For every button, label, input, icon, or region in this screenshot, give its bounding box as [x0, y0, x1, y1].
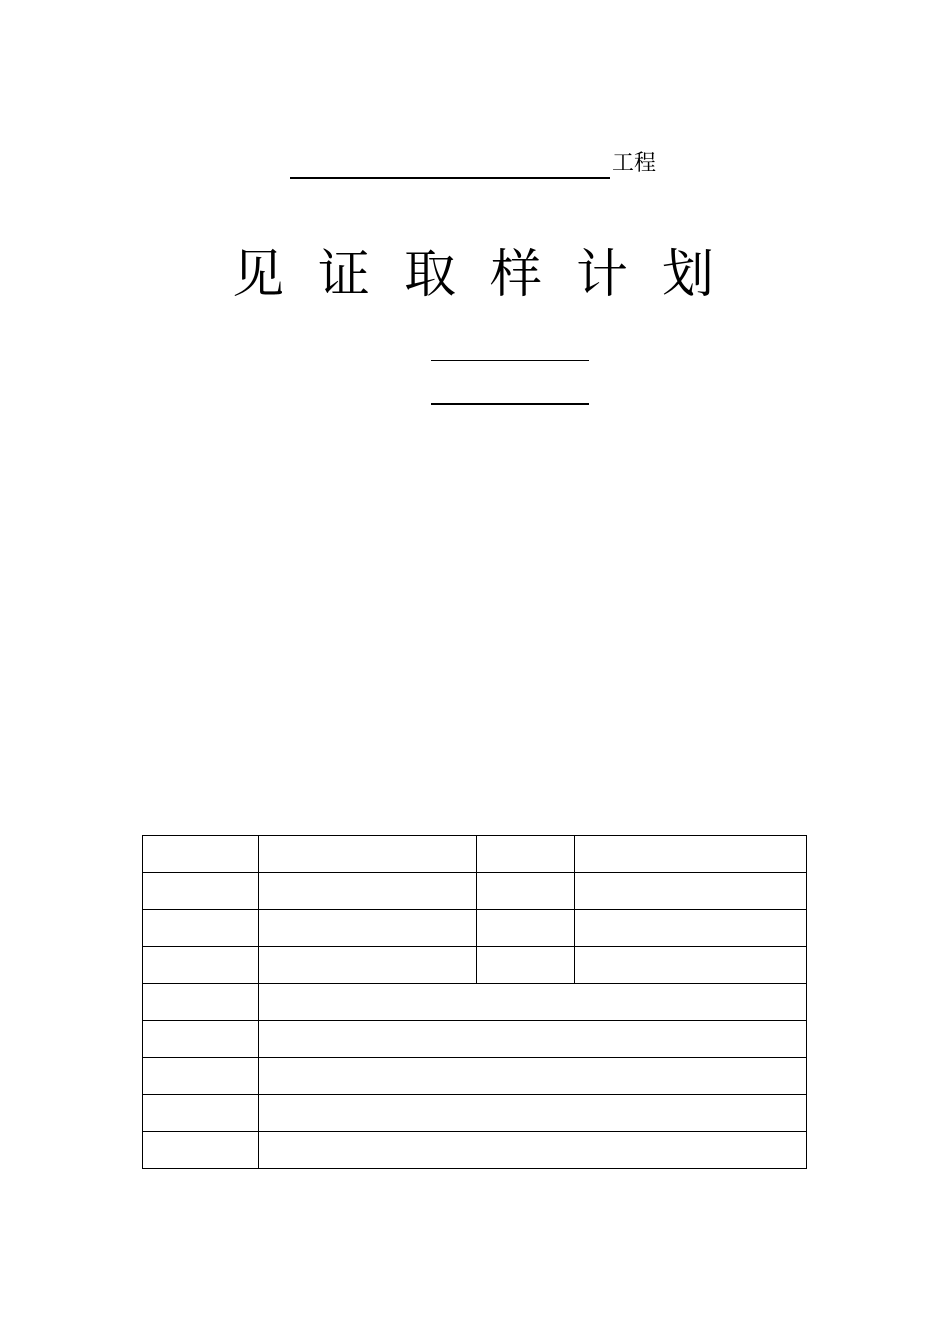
field-label	[143, 836, 259, 873]
field-value	[259, 910, 477, 947]
table-row	[143, 1021, 807, 1058]
project-name-blank-line	[290, 177, 610, 179]
table-row	[143, 947, 807, 984]
project-suffix: 工程	[612, 151, 657, 176]
field-value	[259, 947, 477, 984]
field-value	[259, 836, 477, 873]
field-value	[259, 1095, 807, 1132]
field-label	[143, 947, 259, 984]
field-label	[143, 1058, 259, 1095]
document-title: 见证取样计划	[232, 245, 749, 305]
field-value	[575, 947, 807, 984]
table-row	[143, 1095, 807, 1132]
table-row	[143, 1132, 807, 1169]
table-row	[143, 836, 807, 873]
field-label	[143, 984, 259, 1021]
table-row	[143, 910, 807, 947]
field-label	[143, 910, 259, 947]
field-value	[575, 836, 807, 873]
field-value	[259, 1021, 807, 1058]
field-label	[477, 836, 575, 873]
field-label	[143, 1021, 259, 1058]
field-value	[259, 984, 807, 1021]
field-label	[477, 910, 575, 947]
field-value	[259, 1132, 807, 1169]
field-label	[477, 947, 575, 984]
table-row	[143, 984, 807, 1021]
table-row	[143, 1058, 807, 1095]
meta-blank-line-1	[431, 360, 589, 361]
field-value	[575, 910, 807, 947]
field-value	[259, 1058, 807, 1095]
field-value	[259, 873, 477, 910]
meta-blank-line-2	[431, 403, 589, 405]
field-label	[143, 1095, 259, 1132]
project-info-table	[142, 835, 807, 1169]
field-label	[477, 873, 575, 910]
field-value	[575, 873, 807, 910]
field-label	[143, 1132, 259, 1169]
field-label	[143, 873, 259, 910]
table-row	[143, 873, 807, 910]
